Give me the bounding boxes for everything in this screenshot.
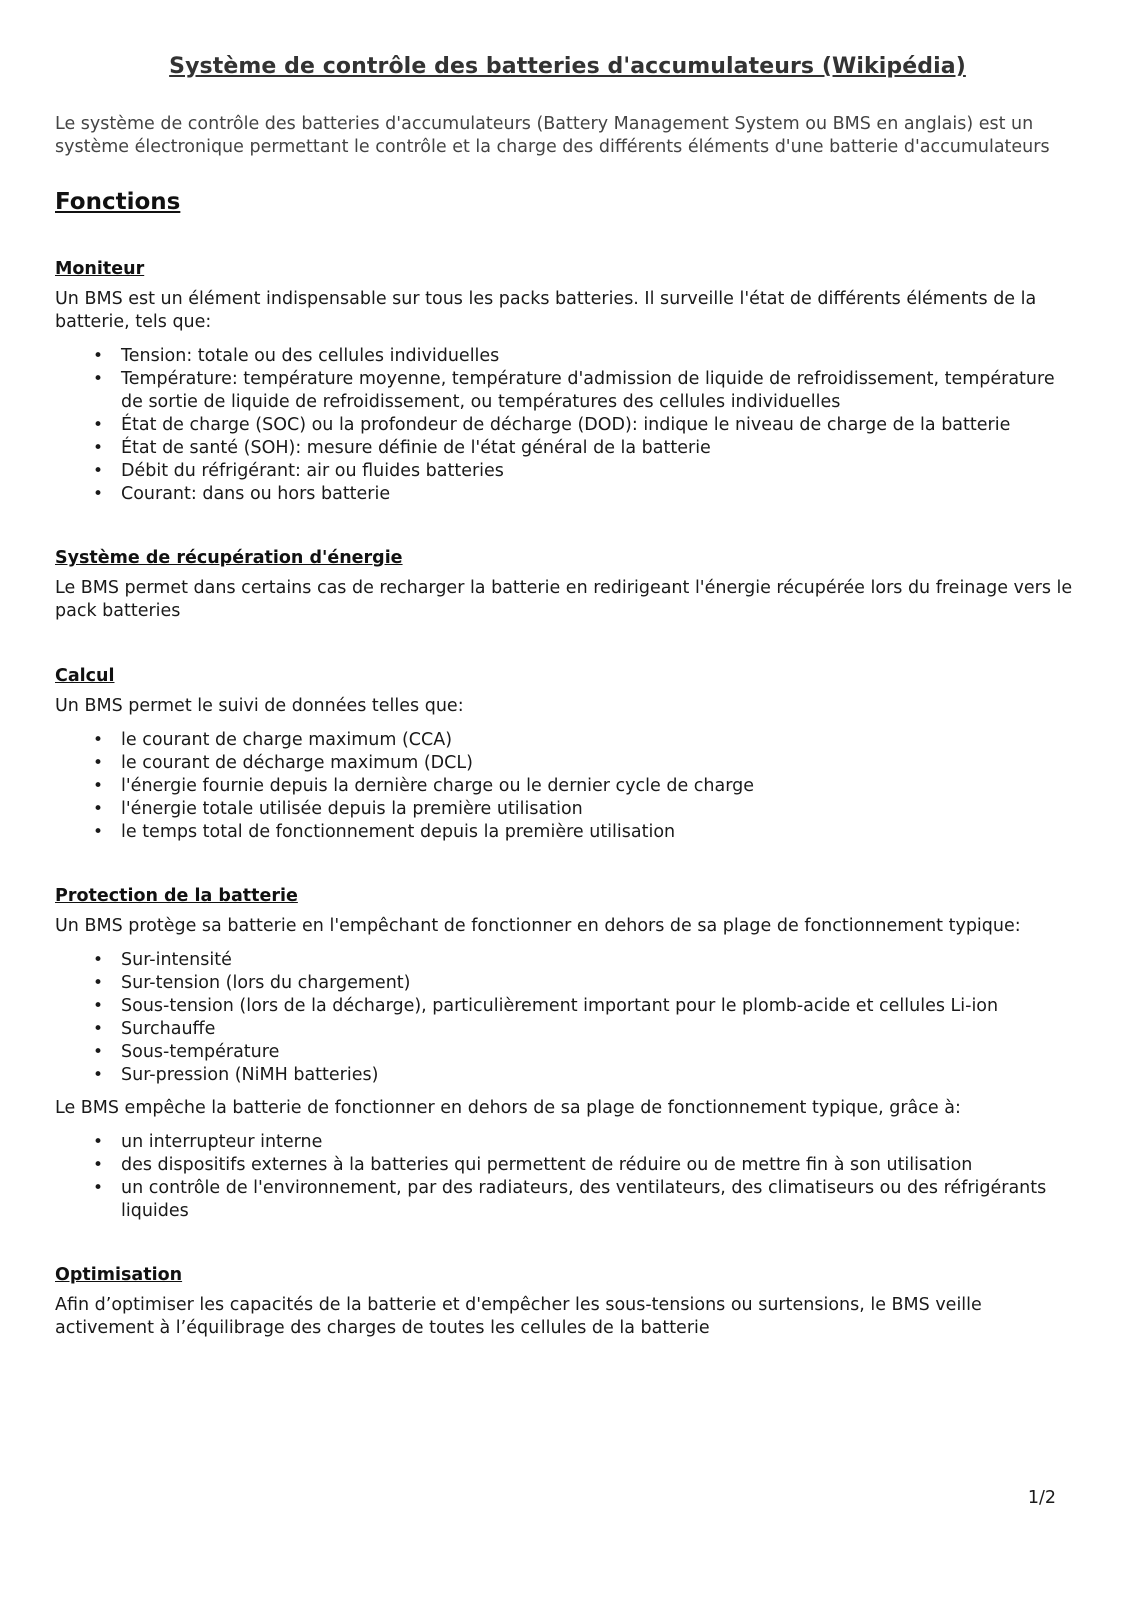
recuperation-paragraph: Le BMS permet dans certains cas de recharger la batterie en redirigeant l'énergie récupérée lors du freinage vers le pack batteries: [55, 578, 1073, 621]
list-item: • des dispositifs externes à la batteries qui permettent de réduire ou de mettre fin à son utilisation: [93, 1155, 973, 1175]
bullet-icon: •: [93, 950, 104, 970]
bullet-icon: •: [93, 369, 104, 389]
section-heading-fonctions: Fonctions: [55, 189, 181, 215]
list-item: • Courant: dans ou hors batterie: [93, 484, 391, 504]
list-item: • Sous-température: [93, 1042, 280, 1062]
bullet-icon: •: [93, 753, 104, 773]
bullet-icon: •: [93, 1019, 104, 1039]
bullet-icon: •: [93, 799, 104, 819]
list-item: • Surchauffe: [93, 1019, 216, 1039]
page-number: 1/2: [1027, 1488, 1056, 1508]
subheading-moniteur: Moniteur: [55, 259, 145, 279]
protection-paragraph: Un BMS protège sa batterie en l'empêchant de fonctionner en dehors de sa plage de fonctionnement typique:: [55, 916, 1021, 936]
list-item: • Sur-intensité: [93, 950, 232, 970]
subheading-protection: Protection de la batterie: [55, 886, 298, 906]
list-item: • Débit du réfrigérant: air ou fluides batteries: [93, 461, 504, 481]
subheading-recuperation: Système de récupération d'énergie: [55, 548, 403, 568]
bullet-icon: •: [93, 1178, 104, 1198]
moniteur-paragraph: Un BMS est un élément indispensable sur tous les packs batteries. Il surveille l'état de différents éléments de la batterie, tels que:: [55, 289, 1037, 332]
bullet-icon: •: [93, 1065, 104, 1085]
list-item: • l'énergie totale utilisée depuis la première utilisation: [93, 799, 583, 819]
intro-paragraph: Le système de contrôle des batteries d'accumulateurs (Battery Management System ou BMS en anglais) est un système électronique permettant le contrôle et la charge des différents éléments d'une batterie d'accumulateurs: [55, 114, 1050, 157]
bullet-icon: •: [93, 973, 104, 993]
protection-list: [55, 949, 1080, 1087]
list-item: • le temps total de fonctionnement depuis la première utilisation: [93, 822, 676, 842]
calcul-paragraph: Un BMS permet le suivi de données telles que:: [55, 696, 464, 716]
document-title: Système de contrôle des batteries d'accumulateurs (Wikipédia): [169, 54, 966, 79]
list-item: • État de santé (SOH): mesure définie de l'état général de la batterie: [93, 438, 711, 458]
list-item: • État de charge (SOC) ou la profondeur de décharge (DOD): indique le niveau de charge de la batterie: [93, 415, 1011, 435]
moniteur-list: [55, 345, 1080, 506]
list-item: • Tension: totale ou des cellules individuelles: [93, 346, 500, 366]
optimisation-paragraph: Afin d’optimiser les capacités de la batterie et d'empêcher les sous-tensions ou surtensions, le BMS veille activement à l’équilibrage des charges de toutes les cellules de la batterie: [55, 1295, 982, 1338]
bullet-icon: •: [93, 346, 104, 366]
bullet-icon: •: [93, 461, 104, 481]
list-item: • Température: température moyenne, température d'admission de liquide de refroidissement, température de sortie de liquide de refroidissement, ou températures des cellules individuelles: [93, 369, 1055, 412]
protection-paragraph-2: Le BMS empêche la batterie de fonctionner en dehors de sa plage de fonctionnement typique, grâce à:: [55, 1098, 961, 1118]
bullet-icon: •: [93, 1132, 104, 1152]
list-item: • l'énergie fournie depuis la dernière charge ou le dernier cycle de charge: [93, 776, 754, 796]
bullet-icon: •: [93, 415, 104, 435]
protection-list-2: [55, 1131, 1080, 1223]
bullet-icon: •: [93, 730, 104, 750]
subheading-optimisation: Optimisation: [55, 1265, 183, 1285]
list-item: • un contrôle de l'environnement, par des radiateurs, des ventilateurs, des climatiseurs ou des réfrigérants liquides: [93, 1178, 1047, 1221]
list-item: • Sous-tension (lors de la décharge), particulièrement important pour le plomb-acide et cellules Li-ion: [93, 996, 999, 1016]
bullet-icon: •: [93, 484, 104, 504]
bullet-icon: •: [93, 1042, 104, 1062]
document-page: [55, 54, 1080, 1351]
list-item: • un interrupteur interne: [93, 1132, 323, 1152]
bullet-icon: •: [93, 776, 104, 796]
bullet-icon: •: [93, 438, 104, 458]
bullet-icon: •: [93, 1155, 104, 1175]
bullet-icon: •: [93, 996, 104, 1016]
list-item: • Sur-tension (lors du chargement): [93, 973, 411, 993]
list-item: • le courant de décharge maximum (DCL): [93, 753, 473, 773]
subheading-calcul: Calcul: [55, 666, 115, 686]
bullet-icon: •: [93, 822, 104, 842]
calcul-list: [55, 729, 1080, 844]
list-item: • Sur-pression (NiMH batteries): [93, 1065, 379, 1085]
list-item: • le courant de charge maximum (CCA): [93, 730, 453, 750]
